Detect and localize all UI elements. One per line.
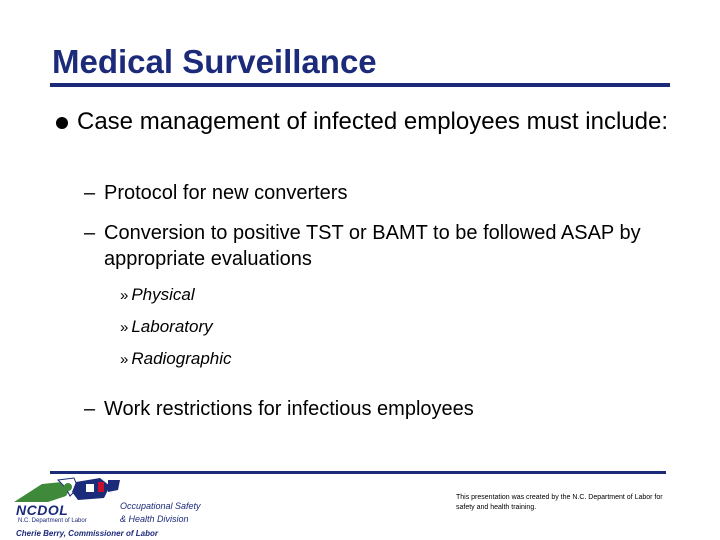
- logo-division-line1: Occupational Safety: [120, 501, 201, 511]
- footer-note: This presentation was created by the N.C. Department of Labor for safety and health training.: [456, 494, 663, 511]
- third-level-text: Physical: [131, 285, 195, 304]
- footer-rule: [50, 471, 666, 474]
- third-level-text: Laboratory: [131, 317, 213, 336]
- chevron-icon: »: [120, 287, 129, 304]
- bullet-dot-icon: [56, 117, 68, 129]
- chevron-icon: »: [120, 319, 129, 336]
- slide-title: Medical Surveillance: [52, 43, 377, 80]
- third-level-text: Radiographic: [131, 349, 232, 368]
- sub-bullet-text: Work restrictions for infectious employees: [104, 398, 474, 420]
- chevron-icon: »: [120, 351, 129, 368]
- dash-icon: –: [84, 398, 96, 420]
- dash-icon: –: [84, 182, 96, 204]
- main-bullet-text: Case management of infected employees must include:: [77, 108, 668, 135]
- dash-icon: –: [84, 222, 96, 244]
- logo-department: N.C. Department of Labor: [18, 518, 87, 524]
- third-level-bullet: [120, 316, 213, 339]
- sub-bullet-text: Conversion to positive TST or BAMT to be followed ASAP by appropriate evaluations: [104, 222, 641, 270]
- sub-bullet-text: Protocol for new converters: [104, 182, 348, 204]
- third-level-bullet: [120, 284, 195, 307]
- third-level-bullet: [120, 348, 232, 371]
- title-underline: [50, 83, 670, 87]
- logo-commissioner: Cherie Berry, Commissioner of Labor: [16, 529, 158, 538]
- ncdol-logo: [12, 476, 212, 540]
- logo-division-line2: & Health Division: [120, 514, 189, 524]
- logo-wordmark: NCDOL: [16, 502, 69, 518]
